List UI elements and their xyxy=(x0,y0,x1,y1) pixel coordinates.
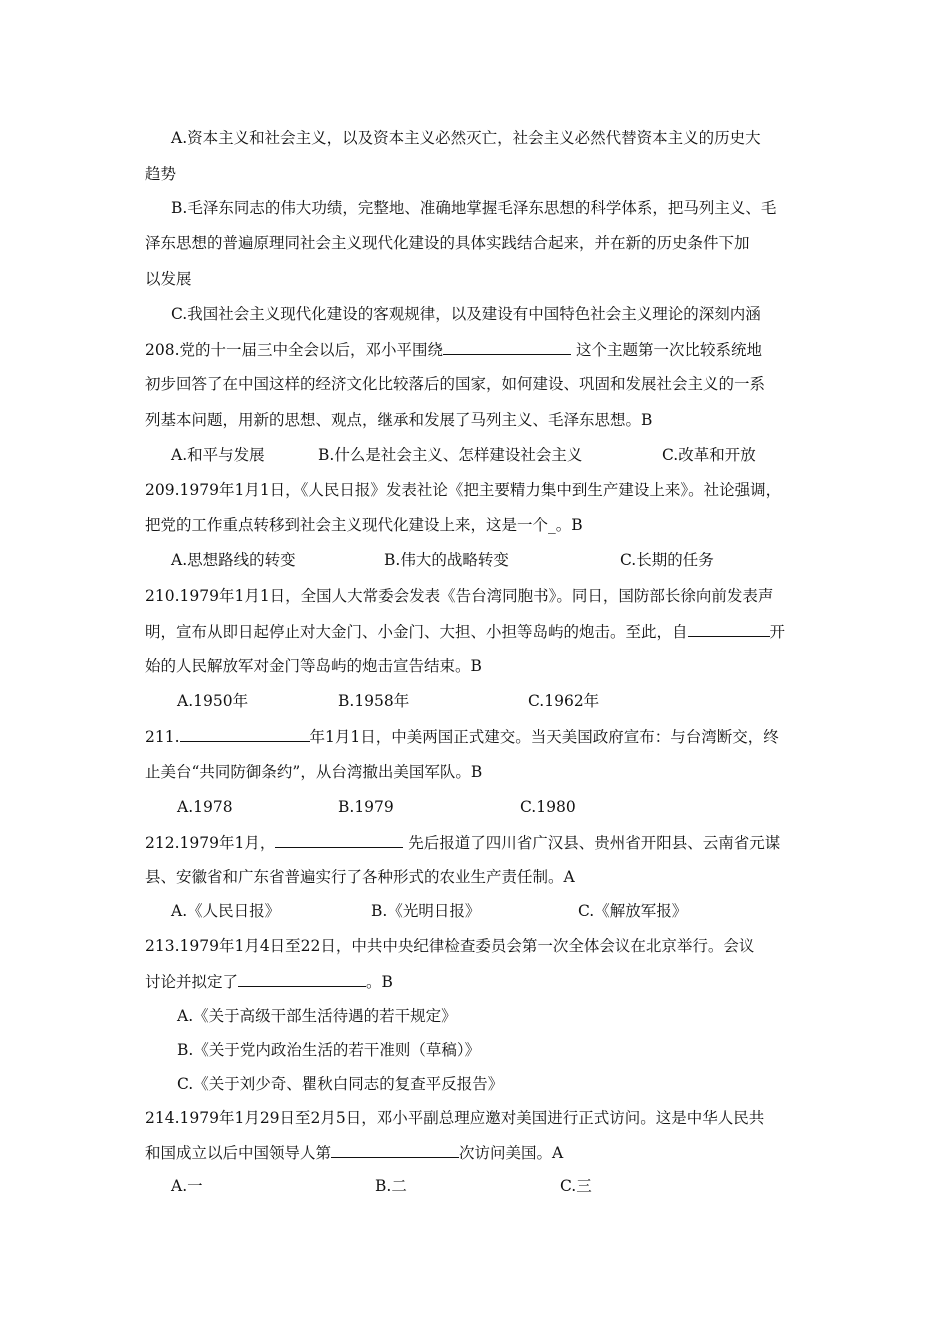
question-210-line2 xyxy=(145,621,785,642)
question-text: 先后报道了四川省广汉县、贵州省开阳县、云南省元谋 xyxy=(403,834,781,852)
question-text: 始的人民解放军对金门等岛屿的炮击宣告结束。B xyxy=(145,657,482,675)
answer-blank xyxy=(275,832,403,848)
question-text: 213.1979年1月4日至22日，中共中央纪律检查委员会第一次全体会议在北京举行。会议 xyxy=(145,937,755,955)
option-c: C.改革和开放 xyxy=(662,446,756,464)
option-a: A.和平与发展 xyxy=(171,446,265,464)
question-text: 次访问美国。A xyxy=(459,1144,564,1162)
option-text: 趋势 xyxy=(145,165,177,183)
option-b: B.什么是社会主义、怎样建设社会主义 xyxy=(318,446,583,464)
question-text: 止美台“共同防御条约”，从台湾撤出美国军队。B xyxy=(145,763,483,781)
option-b: B.二 xyxy=(375,1177,407,1195)
option-text: C.我国社会主义现代化建设的客观规律，以及建设有中国特色社会主义理论的深刻内涵 xyxy=(171,305,761,323)
question-text: 209.1979年1月1日，《人民日报》发表社论《把主要精力集中到生产建设上来》。社论强调， xyxy=(145,481,782,499)
option-b: B.1979 xyxy=(338,798,394,816)
option-text: 以发展 xyxy=(145,270,192,288)
option-a: A.《人民日报》 xyxy=(171,902,281,920)
question-text: 这个主题第一次比较系统地 xyxy=(571,341,762,359)
answer-blank xyxy=(180,726,310,742)
option-a: A.思想路线的转变 xyxy=(171,551,296,569)
option-text: A.资本主义和社会主义，以及资本主义必然灭亡，社会主义必然代替资本主义的历史大 xyxy=(171,129,761,147)
question-212 xyxy=(145,832,780,853)
option-a: A.一 xyxy=(171,1177,203,1195)
question-text: 初步回答了在中国这样的经济文化比较落后的国家，如何建设、巩固和发展社会主义的一系 xyxy=(145,375,766,393)
question-211 xyxy=(145,726,779,747)
question-text: 开 xyxy=(769,623,786,641)
answer-blank xyxy=(238,971,366,987)
question-text: 208.党的十一届三中全会以后，邓小平围绕 xyxy=(145,341,444,359)
option-c: C.三 xyxy=(560,1177,592,1195)
question-text: 210.1979年1月1日，全国人大常委会发表《告台湾同胞书》。同日，国防部长徐向前发表声 xyxy=(145,587,774,605)
option-b: B.1958年 xyxy=(338,692,410,710)
option-b: B.伟大的战略转变 xyxy=(384,551,509,569)
question-text: 明，宣布从即日起停止对大金门、小金门、大担、小担等岛屿的炮击。至此，自 xyxy=(145,623,688,641)
option-c: C.1962年 xyxy=(528,692,600,710)
question-text: 212.1979年1月， xyxy=(145,834,276,852)
option-a: A.1950年 xyxy=(177,692,249,710)
question-text: 把党的工作重点转移到社会主义现代化建设上来，这是一个_。B xyxy=(145,516,583,534)
question-213-line2 xyxy=(145,971,393,992)
option-text: 泽东思想的普遍原理同社会主义现代化建设的具体实践结合起来，并在新的历史条件下加 xyxy=(145,234,750,252)
option-c: C.《关于刘少奇、瞿秋白同志的复查平反报告》 xyxy=(177,1075,504,1093)
option-a: A.1978 xyxy=(177,798,233,816)
option-b: B.《关于党内政治生活的若干准则（草稿）》 xyxy=(177,1041,481,1059)
question-text: 讨论并拟定了 xyxy=(145,973,239,991)
option-text: B.毛泽东同志的伟大功绩，完整地、准确地掌握毛泽东思想的科学体系，把马列主义、毛 xyxy=(171,199,777,217)
option-c: C.1980 xyxy=(520,798,576,816)
option-b: B.《光明日报》 xyxy=(371,902,481,920)
question-text: 列基本问题，用新的思想、观点，继承和发展了马列主义、毛泽东思想。B xyxy=(145,411,653,429)
answer-blank xyxy=(331,1142,459,1158)
question-text: 年1月1日，中美两国正式建交。当天美国政府宣布：与台湾断交，终 xyxy=(309,728,779,746)
question-text: 和国成立以后中国领导人第 xyxy=(145,1144,332,1162)
question-text: 214.1979年1月29日至2月5日，邓小平副总理应邀对美国进行正式访问。这是中华人民共 xyxy=(145,1109,765,1127)
question-text: 县、安徽省和广东省普遍实行了各种形式的农业生产责任制。A xyxy=(145,868,575,886)
answer-blank xyxy=(688,621,770,637)
option-c: C.长期的任务 xyxy=(620,551,714,569)
option-a: A.《关于高级干部生活待遇的若干规定》 xyxy=(177,1007,457,1025)
option-c: C.《解放军报》 xyxy=(578,902,688,920)
question-214-line2 xyxy=(145,1142,563,1163)
answer-blank xyxy=(443,339,571,355)
question-text: 211. xyxy=(145,728,180,746)
question-text: 。B xyxy=(366,973,393,991)
question-208 xyxy=(145,339,762,360)
